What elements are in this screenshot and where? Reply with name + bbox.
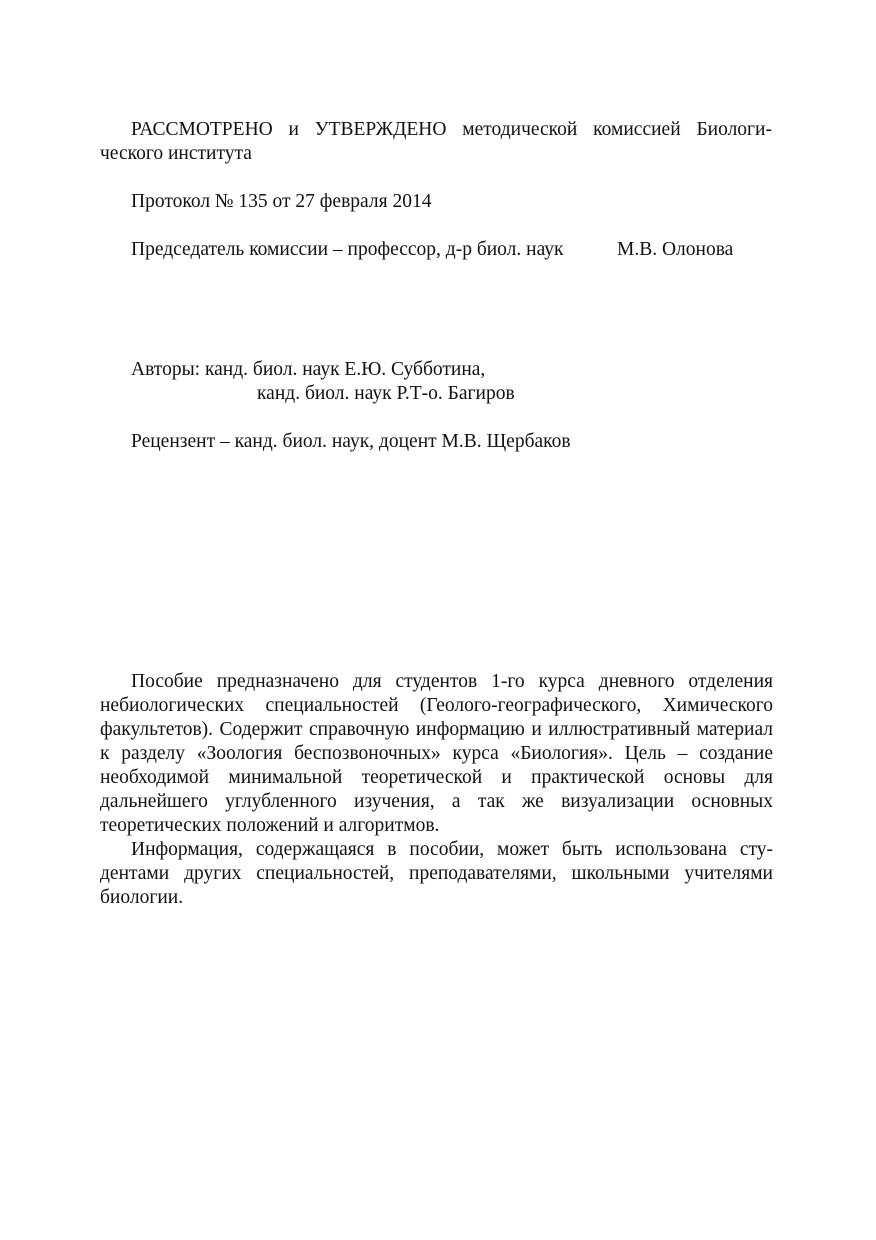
approval-statement: РАССМОТРЕНО и УТВЕРЖДЕНО методической комиссией Биологического института [100, 119, 772, 164]
authors-line-2: канд. биол. наук Р.Т-о. Багиров [257, 383, 515, 404]
chair-label: Председатель комиссии – профессор, д-р биол. наук [131, 239, 564, 260]
abstract-paragraph-1: Пособие предназначено для студентов 1-го курса дневного отделения небиологических специальностей (Геолого-географического, Химического факультетов). Содержит справочную информацию и иллюстративный материал к разделу «Зоология беспозвоночных» курса «Биология». Цель – создание необходимой минимальной теоретической и практической основы для дальнейшего углубленного изучения, а так же визуализации основных теоретических положений и алгоритмов. [100, 671, 773, 836]
chair-name: М.В. Олонова [617, 239, 734, 260]
reviewer-line: Рецензент – канд. биол. наук, доцент М.В. Щербаков [131, 431, 571, 452]
abstract-paragraph-2: Информация, содержащаяся в пособии, может быть использована студентами других специальностей, преподавателями, школьными учителями биологии. [100, 839, 773, 908]
authors-line-1: Авторы: канд. биол. наук Е.Ю. Субботина, [131, 359, 486, 380]
abstract-section [100, 670, 773, 910]
protocol-line: Протокол № 135 от 27 февраля 2014 [131, 191, 432, 212]
